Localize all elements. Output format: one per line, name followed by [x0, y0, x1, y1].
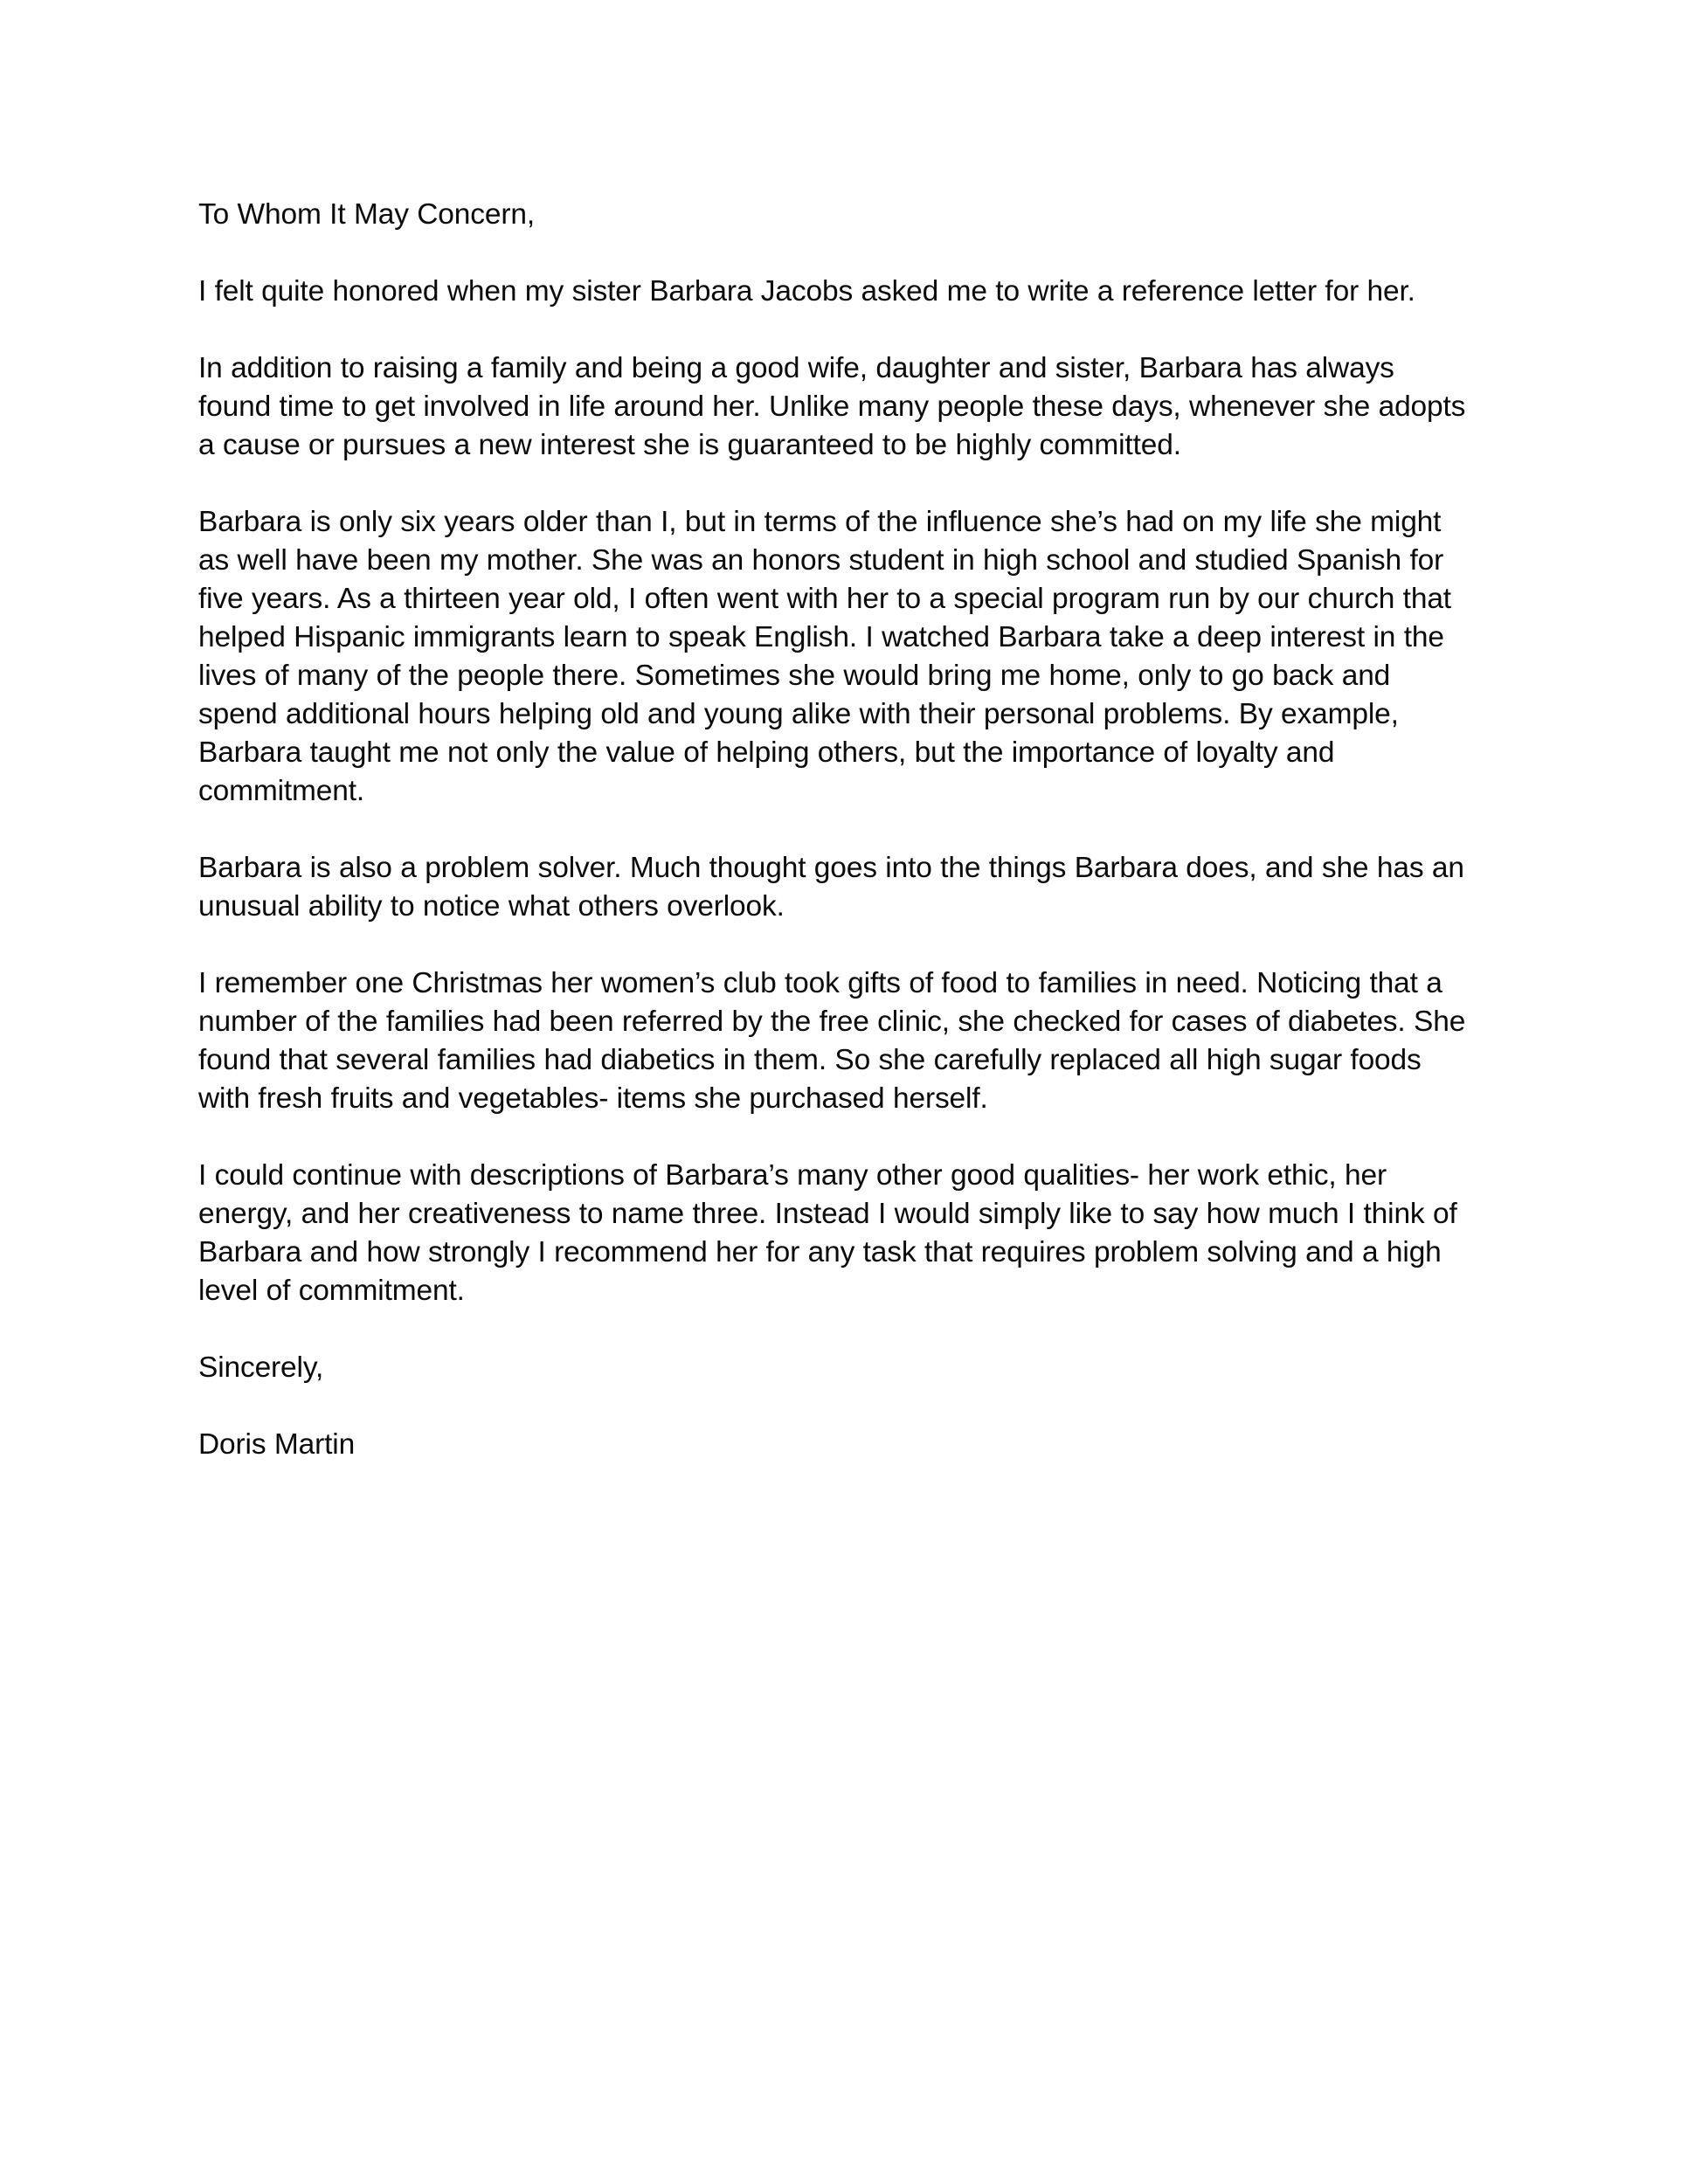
- letter-paragraph-4: Barbara is also a problem solver. Much thought goes into the things Barbara does, and she has an unusual ability to notice what others overlook.: [198, 852, 1473, 923]
- letter-paragraph-3: Barbara is only six years older than I, but in terms of the influence she’s had on my life she might as well have been my mother. She was an honors student in high school and studied Spanish for five years. As a thirteen year old, I often went with her to a special program run by our church that helped Hispanic immigrants learn to speak English. I watched Barbara take a deep interest in the lives of many of the people there. Sometimes she would bring me home, only to go back and spend additional hours helping old and young alike with their personal problems. By example, Barbara taught me not only the value of helping others, but the importance of loyalty and commitment.: [198, 506, 1460, 807]
- letter-body: [198, 196, 1474, 1464]
- letter-salutation: To Whom It May Concern,: [198, 198, 535, 231]
- letter-paragraph-1: I felt quite honored when my sister Barbara Jacobs asked me to write a reference letter for her.: [198, 275, 1415, 308]
- letter-paragraph-5: I remember one Christmas her women’s club took gifts of food to families in need. Noticing that a number of the families had been referred by the free clinic, she checked for cases of diabetes. She found that several families had diabetics in them. So she carefully replaced all high sugar foods with fresh fruits and vegetables- items she purchased herself.: [198, 967, 1474, 1115]
- letter-paragraph-6: I could continue with descriptions of Barbara’s many other good qualities- her work ethic, her energy, and her creativeness to name three. Instead I would simply like to say how much I think of Barbara and how strongly I recommend her for any task that requires problem solving and a high level of commitment.: [198, 1159, 1466, 1307]
- letter-paragraph-2: In addition to raising a family and being a good wife, daughter and sister, Barbara has always found time to get involved in life around her. Unlike many people these days, whenever she adopts a cause or pursues a new interest she is guaranteed to be highly committed.: [198, 352, 1474, 461]
- letter-signature-name: Doris Martin: [198, 1428, 356, 1461]
- letter-closing: Sincerely,: [198, 1351, 324, 1384]
